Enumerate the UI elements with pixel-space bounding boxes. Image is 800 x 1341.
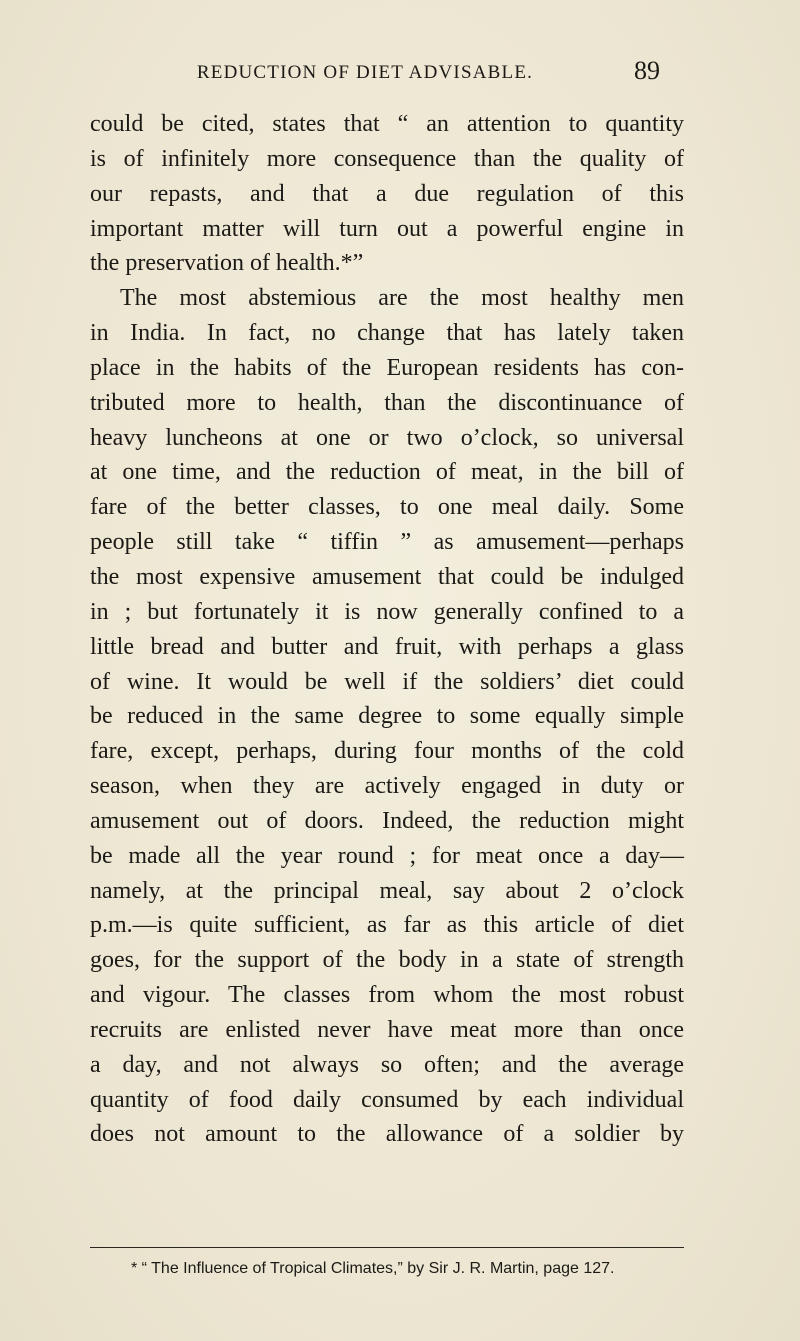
- text-line: The most abstemious are the most healthy men: [120, 285, 684, 312]
- page-number: 89: [634, 56, 660, 85]
- text-line: recruits are enlisted never have meat more than once: [90, 1016, 684, 1043]
- text-line: is of infinitely more consequence than the quality of: [90, 145, 684, 172]
- text-line: does not amount to the allowance of a soldier by: [90, 1121, 684, 1148]
- text-line: the most expensive amusement that could be indulged: [90, 563, 684, 590]
- text-line: season, when they are actively engaged in duty or: [90, 773, 684, 800]
- running-title: REDUCTION OF DIET ADVISABLE.: [196, 62, 534, 83]
- text-line: our repasts, and that a due regulation of this: [90, 180, 684, 207]
- text-line: be reduced in the same degree to some equally simple: [90, 703, 684, 730]
- text-line: p.m.—is quite sufficient, as far as this article of diet: [90, 912, 684, 939]
- text-line: tributed more to health, than the discontinuance of: [90, 389, 684, 416]
- text-line: fare of the better classes, to one meal daily. Some: [90, 494, 684, 521]
- text-line: place in the habits of the European residents has con-: [90, 354, 684, 381]
- text-line: in ; but fortunately it is now generally confined to a: [90, 598, 684, 625]
- running-head: [0, 56, 800, 90]
- text-line: namely, at the principal meal, say about 2 o’clock: [90, 877, 684, 904]
- text-line: fare, except, perhaps, during four months of the cold: [90, 738, 684, 765]
- body-text: [90, 107, 684, 1152]
- text-line: a day, and not always so often; and the average: [90, 1051, 684, 1078]
- text-line: be made all the year round ; for meat once a day—: [90, 842, 684, 869]
- text-line: and vigour. The classes from whom the most robust: [90, 982, 684, 1009]
- footnote: * “ The Influence of Tropical Climates,” by Sir J. R. Martin, page 127.: [131, 1260, 615, 1277]
- text-line: could be cited, states that “ an attention to quantity: [90, 111, 684, 137]
- text-line: people still take “ tiffin ” as amusement—perhaps: [90, 529, 684, 556]
- text-line: quantity of food daily consumed by each individual: [90, 1086, 684, 1113]
- text-line: at one time, and the reduction of meat, in the bill of: [90, 459, 684, 486]
- text-line: important matter will turn out a powerful engine in: [90, 215, 684, 242]
- text-line: in India. In fact, no change that has lately taken: [90, 320, 684, 347]
- footnote-rule: [90, 1247, 684, 1248]
- text-line: of wine. It would be well if the soldiers’ diet could: [90, 668, 684, 695]
- text-line: the preservation of health.*”: [90, 250, 364, 277]
- text-line: amusement out of doors. Indeed, the reduction might: [90, 807, 684, 834]
- text-line: heavy luncheons at one or two o’clock, so universal: [90, 424, 684, 451]
- text-line: goes, for the support of the body in a state of strength: [90, 947, 684, 974]
- text-line: little bread and butter and fruit, with perhaps a glass: [90, 633, 684, 660]
